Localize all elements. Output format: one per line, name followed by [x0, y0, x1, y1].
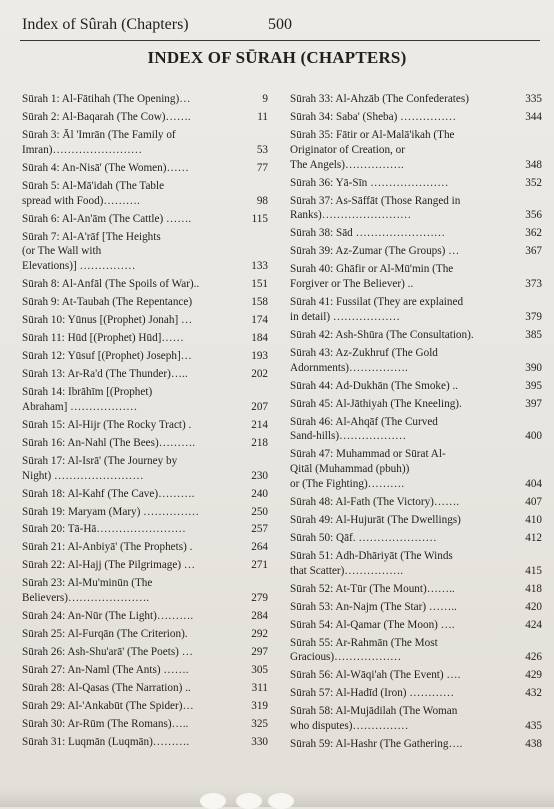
- index-entry: [22, 609, 268, 624]
- entry-title: Sūrah 8: Al-Anfāl (The Spoils of War)..: [22, 278, 200, 291]
- entry-title: Sūrah 48: Al-Fath (The Victory)…….: [290, 495, 460, 508]
- entry-title: Sūrah 16: An-Nahl (The Bees)……….: [22, 436, 196, 449]
- index-entry: [22, 128, 268, 158]
- entry-page: 207: [251, 400, 268, 413]
- entry-title: Sūrah 51: Adh-Dhāriyāt (The Winds that Scatter)…………….: [290, 549, 453, 577]
- right-column: [290, 92, 542, 755]
- index-entry: [290, 92, 542, 107]
- entry-page: 284: [251, 610, 268, 623]
- entry-title: Sūrah 33: Al-Ahzāb (The Confederates): [290, 93, 469, 105]
- index-entry: [22, 277, 268, 292]
- running-title: Index of Sûrah (Chapters): [22, 16, 189, 33]
- entry-page: 400: [525, 430, 542, 443]
- entry-page: 158: [251, 296, 268, 309]
- index-entry: [22, 540, 268, 555]
- entry-page: 385: [525, 328, 542, 341]
- entry-page: 311: [251, 682, 268, 695]
- index-title: INDEX OF SŪRAH (CHAPTERS): [147, 48, 407, 67]
- entry-title: Sūrah 22: Al-Hajj (The Pilgrimage) …: [22, 559, 196, 572]
- entry-title: Sūrah 11: Hūd [(Prophet) Hūd]……: [22, 332, 184, 345]
- entry-title: Sūrah 57: Al-Hadīd (Iron) …………: [290, 687, 455, 700]
- entry-title: Sūrah 53: An-Najm (The Star) ……..: [290, 600, 457, 613]
- entry-title: Sūrah 50: Qāf. …………………: [290, 531, 437, 544]
- entry-page: 426: [525, 651, 542, 664]
- index-entry: [22, 161, 268, 176]
- entry-title: Sūrah 29: Al-'Ankabūt (The Spider)…: [22, 700, 194, 713]
- index-entry: [290, 346, 542, 376]
- entry-page: 356: [525, 209, 542, 222]
- index-entry: [290, 328, 542, 343]
- index-entry: [22, 92, 268, 107]
- index-entry: [22, 717, 268, 732]
- entry-page: 202: [251, 368, 268, 380]
- index-entry: [22, 179, 268, 209]
- entry-page: 373: [525, 278, 542, 291]
- index-entry: [22, 487, 268, 502]
- running-header: [22, 16, 538, 38]
- entry-page: 264: [251, 541, 268, 554]
- entry-page: 325: [251, 718, 268, 731]
- entry-title: Sūrah 3: Āl 'Imrān (The Family of Imran)……………………: [22, 128, 176, 156]
- index-entry: [22, 110, 268, 125]
- index-entry: [290, 262, 542, 292]
- index-entry: [290, 415, 542, 445]
- entry-title: Sūrah 36: Yā-Sīn …………………: [290, 176, 449, 189]
- entry-title: Sūrah 20: Tā-Hā……………………: [22, 523, 186, 536]
- index-entry: [22, 385, 268, 415]
- entry-title: Sūrah 58: Al-Mujādilah (The Woman who disputes)……………: [290, 705, 458, 733]
- entry-page: 53: [256, 143, 268, 156]
- entry-page: 367: [525, 245, 542, 258]
- entry-page: 230: [251, 469, 268, 482]
- entry-page: 438: [525, 738, 542, 751]
- entry-title: Sūrah 30: Ar-Rūm (The Romans)…..: [22, 718, 189, 731]
- entry-page: 429: [525, 669, 542, 682]
- entry-page: 415: [525, 564, 542, 577]
- entry-title: Sūrah 49: Al-Hujurāt (The Dwellings): [290, 513, 461, 526]
- index-entry: [22, 505, 268, 520]
- index-entry: [22, 367, 268, 382]
- index-entry: [290, 582, 542, 597]
- entry-page: 184: [251, 332, 268, 345]
- entry-title: Sūrah 9: At-Taubah (The Repentance): [22, 296, 193, 309]
- index-entry: [22, 735, 268, 750]
- index-entry: [290, 495, 542, 510]
- index-entry: [22, 522, 268, 537]
- index-entry: [22, 681, 268, 696]
- entry-title: Sūrah 34: Saba' (Sheba) ……………: [290, 110, 457, 123]
- index-entry: [290, 110, 542, 125]
- entry-title: Sūrah 18: Al-Kahf (The Cave)……….: [22, 487, 195, 500]
- entry-title: Sūrah 59: Al-Hashr (The Gathering….: [290, 738, 463, 751]
- index-entry: [290, 295, 542, 325]
- index-entry: [290, 686, 542, 701]
- entry-title: Sūrah 17: Al-Isrā' (The Journey by Night) ……………………: [22, 454, 178, 482]
- index-entry: [290, 668, 542, 683]
- index-entry: [22, 558, 268, 573]
- entry-page: 218: [251, 436, 268, 449]
- left-column: [22, 92, 268, 753]
- index-entry: [290, 194, 542, 224]
- entry-title: Sūrah 24: An-Nūr (The Light)……….: [22, 610, 194, 623]
- index-entry: [290, 704, 542, 734]
- entry-title: Sūrah 46: Al-Ahqāf (The Curved Sand-hills)………………: [290, 415, 438, 443]
- entry-page: 193: [251, 350, 268, 363]
- entry-title: Surah 40: Ghāfir or Al-Mū'min (The Forgiver or The Believer) ..: [290, 263, 454, 291]
- index-entry: [290, 549, 542, 579]
- entry-title: Sūrah 44: Ad-Dukhān (The Smoke) ..: [290, 379, 459, 392]
- entry-page: 404: [525, 477, 542, 490]
- index-entry: [22, 418, 268, 433]
- entry-page: 98: [256, 194, 268, 207]
- index-entry: [290, 618, 542, 633]
- entry-page: 151: [251, 278, 268, 291]
- entry-title: Sūrah 12: Yūsuf [(Prophet) Joseph]…: [22, 350, 192, 363]
- entry-title: Sūrah 23: Al-Mu'minūn (The Believers)………………….: [22, 577, 153, 605]
- index-entry: [290, 513, 542, 528]
- entry-title: Sūrah 54: Al-Qamar (The Moon) ….: [290, 618, 455, 631]
- entry-page: 407: [525, 495, 542, 508]
- entry-title: Sūrah 5: Al-Mā'idah (The Table spread with Food)……….: [22, 179, 165, 207]
- index-entry: [290, 397, 542, 412]
- index-entry: [22, 349, 268, 364]
- index-entry: [290, 379, 542, 394]
- entry-page: 418: [525, 582, 542, 595]
- entry-page: 424: [525, 618, 542, 631]
- entry-page: 395: [525, 379, 542, 392]
- entry-page: 330: [251, 736, 268, 749]
- entry-page: 240: [251, 487, 268, 500]
- index-entry: [22, 230, 268, 274]
- entry-title: Sūrah 31: Luqmān (Luqmān)……….: [22, 736, 190, 749]
- entry-page: 390: [525, 361, 542, 374]
- index-entry: [22, 576, 268, 606]
- entry-title: Sūrah 37: As-Sāffāt (Those Ranged in Ranks)……………………: [290, 194, 461, 222]
- entry-title: Sūrah 56: Al-Wāqi'ah (The Event) ….: [290, 669, 461, 682]
- entry-page: 292: [251, 628, 268, 641]
- entry-page: 214: [251, 418, 268, 431]
- index-entry: [22, 627, 268, 642]
- index-entry: [22, 436, 268, 451]
- index-entry: [290, 447, 542, 491]
- entry-title: Sūrah 14: Ibrāhīm [(Prophet) Abraham] ………………: [22, 385, 153, 413]
- entry-page: 77: [256, 161, 268, 174]
- index-entry: [22, 454, 268, 484]
- entry-page: 397: [525, 397, 542, 410]
- index-entry: [290, 636, 542, 666]
- entry-title: Sūrah 26: Ash-Shu'arā' (The Poets) …: [22, 646, 193, 659]
- entry-page: 11: [257, 110, 268, 123]
- entry-title: Sūrah 52: At-Tūr (The Mount)……..: [290, 582, 455, 595]
- entry-page: 133: [251, 260, 268, 273]
- index-entry: [22, 212, 268, 227]
- entry-page: 319: [251, 700, 268, 713]
- entry-page: 362: [525, 227, 542, 240]
- index-entry: [290, 600, 542, 615]
- entry-page: 348: [525, 158, 542, 171]
- entry-page: 9: [262, 93, 268, 105]
- page-number: 500: [268, 16, 292, 33]
- entry-page: 435: [525, 720, 542, 733]
- entry-title: Sūrah 6: Al-An'ām (The Cattle) …….: [22, 212, 192, 225]
- entry-page: 410: [525, 513, 542, 526]
- entry-title: Sūrah 47: Muhammad or Sūrat Al- Qitāl (Muhammad (pbuh)) or (The Fighting)……….: [290, 448, 446, 490]
- index-entry: [22, 331, 268, 346]
- index-entry: [290, 176, 542, 191]
- entry-title: Sūrah 41: Fussilat (They are explained in detail) ………………: [290, 296, 464, 323]
- entry-title: Sūrah 4: An-Nisā' (The Women)……: [22, 161, 189, 174]
- entry-page: 279: [251, 592, 268, 605]
- entry-title: Sūrah 13: Ar-Ra'd (The Thunder)…..: [22, 368, 188, 380]
- entry-title: Sūrah 21: Al-Anbiyā' (The Prophets) .: [22, 541, 193, 554]
- index-entry: [290, 128, 542, 172]
- entry-page: 257: [251, 523, 268, 536]
- entry-title: Sūrah 39: Az-Zumar (The Groups) …: [290, 245, 460, 258]
- entry-page: 305: [251, 664, 268, 677]
- entry-title: Sūrah 19: Maryam (Mary) ……………: [22, 505, 200, 518]
- entry-page: 174: [251, 314, 268, 327]
- entry-page: 344: [525, 110, 542, 123]
- index-entry: [22, 295, 268, 310]
- entry-page: 432: [525, 687, 542, 700]
- entry-title: Sūrah 35: Fātir or Al-Malā'ikah (The Originator of Creation, or The Angels)…………….: [290, 128, 455, 171]
- entry-page: 250: [251, 505, 268, 518]
- index-entry: [290, 737, 542, 752]
- entry-page: 379: [525, 310, 542, 323]
- index-entry: [22, 645, 268, 660]
- entry-title: Sūrah 2: Al-Baqarah (The Cow)…….: [22, 110, 191, 123]
- entry-page: 420: [525, 600, 542, 613]
- entry-page: 297: [251, 646, 268, 659]
- index-entry: [22, 313, 268, 328]
- index-entry: [22, 663, 268, 678]
- entry-title: Sūrah 28: Al-Qasas (The Narration) ..: [22, 682, 191, 695]
- entry-title: Sūrah 55: Ar-Rahmān (The Most Gracious)………………: [290, 636, 438, 664]
- entry-title: Sūrah 27: An-Naml (The Ants) …….: [22, 664, 189, 677]
- index-entry: [290, 531, 542, 546]
- entry-title: Sūrah 25: Al-Furqān (The Criterion).: [22, 628, 188, 641]
- entry-title: Sūrah 7: Al-A'rāf [The Heights (or The Wall with Elevations)] ……………: [22, 230, 161, 273]
- entry-page: 115: [251, 212, 268, 225]
- index-entry: [290, 226, 542, 241]
- entry-page: 271: [251, 559, 268, 572]
- header-rule: [20, 40, 540, 41]
- entry-title: Sūrah 10: Yūnus [(Prophet) Jonah] …: [22, 314, 193, 327]
- entry-title: Sūrah 42: Ash-Shūra (The Consultation).: [290, 328, 474, 341]
- entry-title: Sūrah 1: Al-Fātihah (The Opening)…: [22, 93, 191, 105]
- entry-title: Sūrah 45: Al-Jāthiyah (The Kneeling).: [290, 397, 462, 410]
- entry-title: Sūrah 15: Al-Hijr (The Rocky Tract) .: [22, 418, 192, 431]
- entry-page: 352: [525, 176, 542, 189]
- entry-title: Sūrah 43: Az-Zukhruf (The Gold Adornments)…………….: [290, 346, 438, 374]
- entry-page: 335: [525, 93, 542, 105]
- entry-title: Sūrah 38: Sād ……………………: [290, 227, 446, 240]
- index-entry: [22, 699, 268, 714]
- index-entry: [290, 244, 542, 259]
- entry-page: 412: [525, 531, 542, 544]
